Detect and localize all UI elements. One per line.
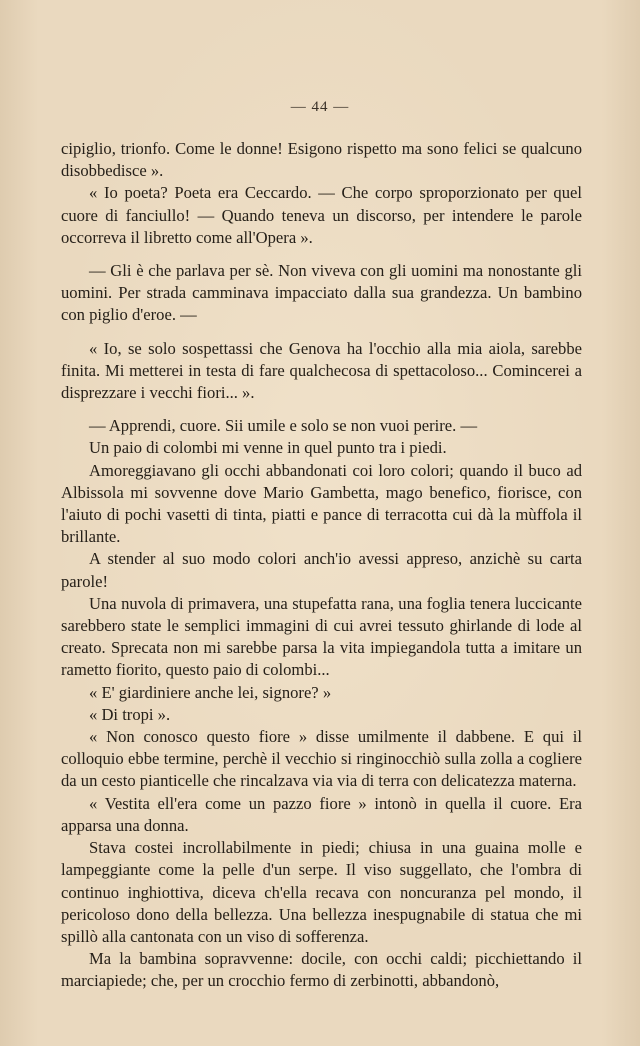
- paragraph: « Di tropi ».: [89, 704, 171, 724]
- paragraph: « Io poeta? Poeta era Ceccardo. — Che corpo sproporzionato per quel cuore di fanciullo! — Quando teneva un discorso, per intendere le parole occorreva il libretto come all'Opera ».: [61, 183, 582, 247]
- paragraph: cipiglio, trionfo. Come le donne! Esigono rispetto ma sono felici se qualcuno disobbedisce ».: [61, 139, 582, 181]
- paragraph: Stava costei incrollabilmente in piedi; chiusa in una guaina molle e lampeggiante come la pelle d'un serpe. Il viso suggellato, che l'ombra di continuo inghiottiva, diceva ch'ella recava con noncuranza pel mondo, il pericoloso dono della bellezza. Una bellezza inespugnabile di statua che mi spillò alla cantonata con un viso di sofferenza.: [61, 838, 582, 946]
- paragraph: « Vestita ell'era come un pazzo fiore » intonò in quella il cuore. Era apparsa una donna.: [61, 793, 582, 835]
- paragraph: « Io, se solo sospettassi che Genova ha l'occhio alla mia aiola, sarebbe finita. Mi metterei in testa di fare qualchecosa di spettacoloso... Comincerei a disprezzare i vecchi fiori... ».: [61, 338, 582, 403]
- paragraph: « Non conosco questo fiore » disse umilmente il dabbene. E qui il colloquio ebbe termine, perchè il vecchio si ringinocchiò sulla zolla a cogliere da un cesto pianticelle che rincalzava via via di terra con delicatezza materna.: [61, 727, 582, 791]
- paragraph: — Gli è che parlava per sè. Non viveva con gli uomini ma nonostante gli uomini. Per strada camminava impacciato dalla sua grandezza. Un bambino con piglio d'eroe. —: [61, 261, 582, 325]
- paragraph: Ma la bambina sopravvenne: docile, con occhi caldi; picchiettando il marciapiede; che, per un crocchio fermo di zerbinotti, abbandonò,: [61, 949, 582, 991]
- paragraph: Un paio di colombi mi venne in quel punto tra i piedi.: [89, 438, 447, 458]
- paragraph: Amoreggiavano gli occhi abbandonati coi loro colori; quando il buco ad Albissola mi sovvenne dove Mario Gambetta, mago benefico, fiorisce, con l'aiuto di pochi vasetti di tinta, piatti e pance di terracotta cui dà la mùffola il brillante.: [61, 460, 582, 547]
- page-text: [61, 138, 582, 993]
- paragraph: « E' giardiniere anche lei, signore? »: [89, 682, 332, 702]
- paragraph: — Apprendi, cuore. Sii umile e solo se non vuoi perire. —: [89, 416, 478, 436]
- page-number: — 44 —: [290, 99, 350, 115]
- paragraph: A stender al suo modo colori anch'io avessi appreso, anzichè su carta parole!: [61, 549, 582, 591]
- paragraph: Una nuvola di primavera, una stupefatta rana, una foglia tenera luccicante sarebbero state le semplici immagini di cui avrei tessuto ghirlande di lode al creato. Sprecata non mi sarebbe parsa la vita impiegandola tutta a imitare un rametto fiorito, questo paio di colombi...: [61, 593, 582, 680]
